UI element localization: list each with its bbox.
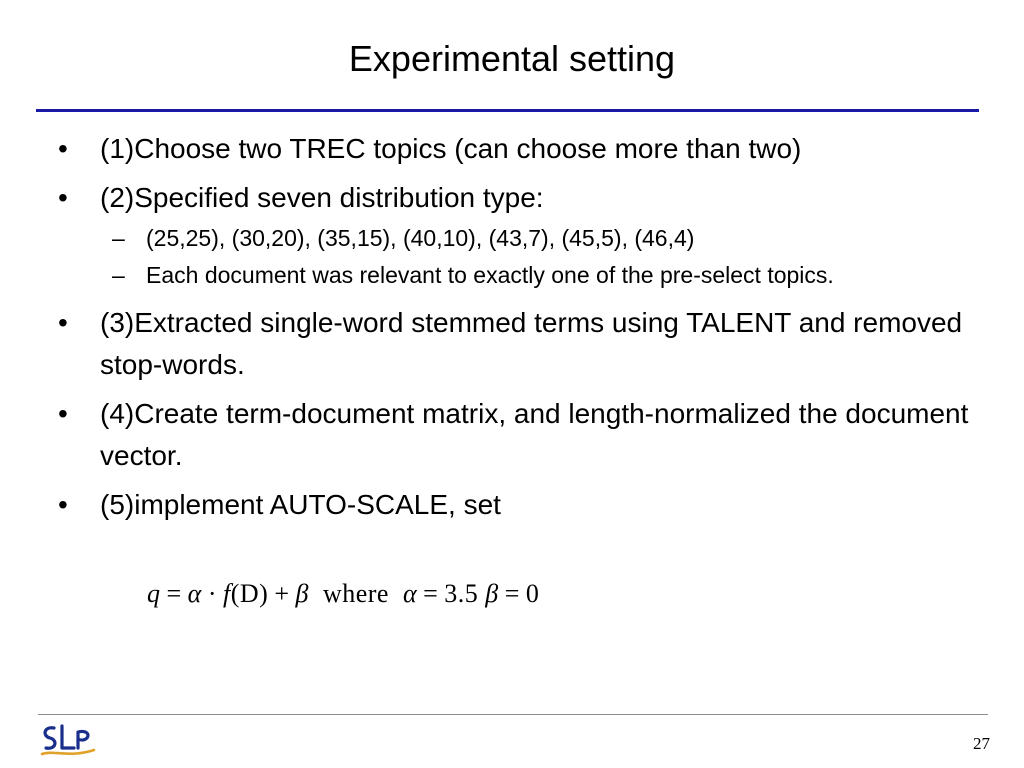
- formula-beta: β: [485, 579, 499, 608]
- bullet-5: [58, 484, 988, 526]
- formula-equals: =: [423, 579, 439, 608]
- bullet-2: [58, 177, 988, 219]
- footer-divider: [38, 714, 988, 715]
- formula-alpha: α: [187, 579, 202, 608]
- bullet-marker: •: [58, 307, 68, 338]
- bullet-marker: •: [58, 182, 68, 213]
- bullet-text: (5)implement AUTO-SCALE, set: [100, 489, 501, 520]
- sub-bullet-distribution-types: [58, 222, 936, 255]
- bullet-text: (2)Specified seven distribution type:: [100, 182, 544, 213]
- title-divider: [36, 109, 979, 112]
- auto-scale-formula: [147, 574, 539, 614]
- bullet-marker: •: [58, 489, 68, 520]
- bullet-marker: •: [58, 133, 68, 164]
- formula-beta-value: 0: [525, 579, 540, 608]
- bullet-marker: •: [58, 398, 68, 429]
- bullet-text: (1)Choose two TREC topics (can choose more than two): [100, 133, 802, 164]
- sub-bullet-text: (25,25), (30,20), (35,15), (40,10), (43,7), (45,5), (46,4): [146, 225, 695, 251]
- formula-alpha: α: [402, 579, 418, 608]
- sub-bullet-relevance: [58, 259, 936, 292]
- sub-bullet-marker: –: [112, 225, 125, 251]
- slp-logo-icon: [40, 720, 96, 760]
- sub-bullet-text: Each document was relevant to exactly one of the pre-select topics.: [146, 262, 834, 288]
- bullet-4: [58, 393, 988, 477]
- formula-argument: (D): [230, 579, 269, 608]
- formula-equals: =: [504, 579, 520, 608]
- formula-alpha-value: 3.5: [444, 579, 479, 608]
- formula-dot: ·: [207, 579, 217, 608]
- bullet-3: [58, 302, 988, 386]
- slide-content: [58, 128, 988, 533]
- formula-f: f: [223, 579, 231, 608]
- bullet-text: (4)Create term-document matrix, and length-normalized the document vector.: [100, 398, 969, 471]
- bullet-1: [58, 128, 988, 170]
- formula-equals: =: [166, 579, 182, 608]
- slide-title: Experimental setting: [348, 38, 676, 79]
- formula-beta: β: [295, 579, 309, 608]
- bullet-text: (3)Extracted single-word stemmed terms using TALENT and removed stop-words.: [100, 307, 963, 380]
- formula-where: where: [322, 579, 389, 608]
- sub-bullet-marker: –: [112, 262, 125, 288]
- page-number: 27: [973, 734, 990, 753]
- formula-plus: +: [274, 579, 290, 608]
- formula-q: q: [147, 579, 161, 608]
- bullet-2-subitems: [58, 222, 988, 292]
